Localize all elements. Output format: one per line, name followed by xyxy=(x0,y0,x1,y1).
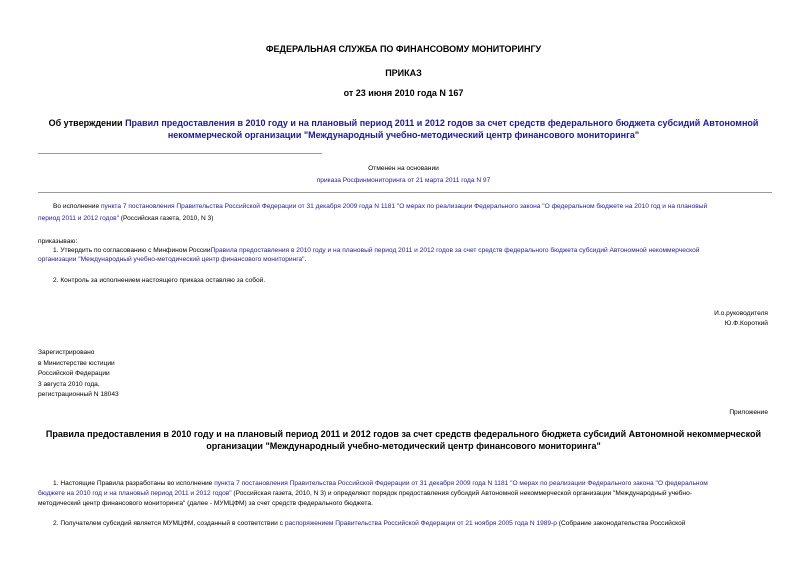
preamble-link-2[interactable]: период 2011 и 2012 годов" xyxy=(38,215,119,222)
cancel-link-wrap xyxy=(0,175,807,187)
rule-1-link-2[interactable]: бюджете на 2010 год и на плановый период 2011 и 2012 годов" xyxy=(38,490,232,497)
registration-line: 3 августа 2010 года, xyxy=(38,380,100,388)
rule-2-link[interactable]: распоряжением Правительства Российской Федерации от 21 ноября 2005 года N 1989-р xyxy=(284,520,557,527)
divider-bottom xyxy=(38,192,772,193)
doc-type: ПРИКАЗ xyxy=(385,68,422,78)
item-1-line2: организации "Международный учебно-методический центр финансового мониторинга". xyxy=(38,256,307,263)
signature-name: Ю.Ф.Короткий xyxy=(724,320,768,327)
rule-1: 1. Настоящие Правила разработаны во исполнение пункта 7 постановления Правительства Российской Федерации от 31 декабря 2009 года N 1181 "О мерах по реализации Федерального закона "О федеральном xyxy=(53,480,708,487)
registration-line: Российской Федерации xyxy=(38,370,110,377)
appendix-title: Правила предоставления в 2010 году и на плановый период 2011 и 2012 годов за счет средств федерального бюджета субсидий Автономной некоммерческой xyxy=(45,429,762,439)
rule-1-line3: методический центр финансового мониторинга" (далее - МУМЦФМ) за счет средств федерального бюджета. xyxy=(38,500,373,507)
cancel-note: Отменен на основании xyxy=(368,165,439,172)
registration-block xyxy=(38,348,238,401)
doc-date-number: от 23 июня 2010 года N 167 xyxy=(343,88,464,98)
rules-link[interactable]: Правила предоставления в 2010 году и на плановый период 2011 и 2012 годов за счет средств федерального бюджета субсидий Автономной некоммерческой xyxy=(210,247,700,254)
rules-link-2[interactable]: организации "Международный учебно-методический центр финансового мониторинга" xyxy=(38,256,305,263)
title-link-line2[interactable]: некоммерческой организации "Международный учебно-методический центр финансового мониторинга" xyxy=(167,130,640,140)
preamble-link[interactable]: пункта 7 постановления Правительства Российской Федерации от 31 декабря 2009 года N 1181 "О мерах по реализации Федерального закона "О федеральном бюджете на 2010 год и на плановый xyxy=(100,203,708,210)
registration-line: регистрационный N 18043 xyxy=(38,391,119,398)
rule-1-line2: бюджете на 2010 год и на плановый период 2011 и 2012 годов" (Российская газета, 2010, N 3) и определяют порядок предоставления субсидий Автономной некоммерческой организации "Международный учебно- xyxy=(38,490,692,497)
preamble: Во исполнение пункта 7 постановления Правительства Российской Федерации от 31 декабря 2009 года N 1181 "О мерах по реализации Федерального закона "О федеральном бюджете на 2010 год и на плановый xyxy=(53,203,708,210)
registration-line: Зарегистрировано xyxy=(38,349,95,356)
preamble-line2: период 2011 и 2012 годов" (Российская газета, 2010, N 3) xyxy=(38,215,214,222)
rule-1-link[interactable]: пункта 7 постановления Правительства Российской Федерации от 31 декабря 2009 года N 1181 "О мерах по реализации Федерального закона "О федеральном xyxy=(214,480,708,487)
cancel-link[interactable]: приказа Росфинмониторинга от 21 марта 2011 года N 97 xyxy=(316,177,491,184)
signature-position: И.о.руководителя xyxy=(714,310,768,317)
item-1: 1. Утвердить по согласованию с Минфином РоссииПравила предоставления в 2010 году и на плановый период 2011 и 2012 годов за счет средств федерального бюджета субсидий Автономной некоммерческой xyxy=(53,247,700,254)
title-prefix: Об утверждении xyxy=(48,118,126,128)
title-link[interactable]: Правил предоставления в 2010 году и на плановый период 2011 и 2012 годов за счет средств федерального бюджета субсидий Автономной xyxy=(125,118,759,128)
agency-name: ФЕДЕРАЛЬНАЯ СЛУЖБА ПО ФИНАНСОВОМУ МОНИТОРИНГУ xyxy=(265,44,542,54)
appendix-label: Приложение xyxy=(729,409,768,416)
divider-top xyxy=(38,153,322,154)
item-2: 2. Контроль за исполнением настоящего приказа оставляю за собой. xyxy=(53,277,266,284)
registration-line: в Министерстве юстиции xyxy=(38,359,115,367)
document-title-line2 xyxy=(0,129,807,142)
rule-2: 2. Получателем субсидий является МУМЦФМ, созданный в соответствии с распоряжением Правительства Российской Федерации от 21 ноября 2005 года N 1989-р (Собрание законодательства Российской xyxy=(53,520,686,527)
appendix-title-line2: организации "Международный учебно-методический центр финансового мониторинга" xyxy=(206,441,601,451)
order-word: приказываю: xyxy=(38,238,78,245)
